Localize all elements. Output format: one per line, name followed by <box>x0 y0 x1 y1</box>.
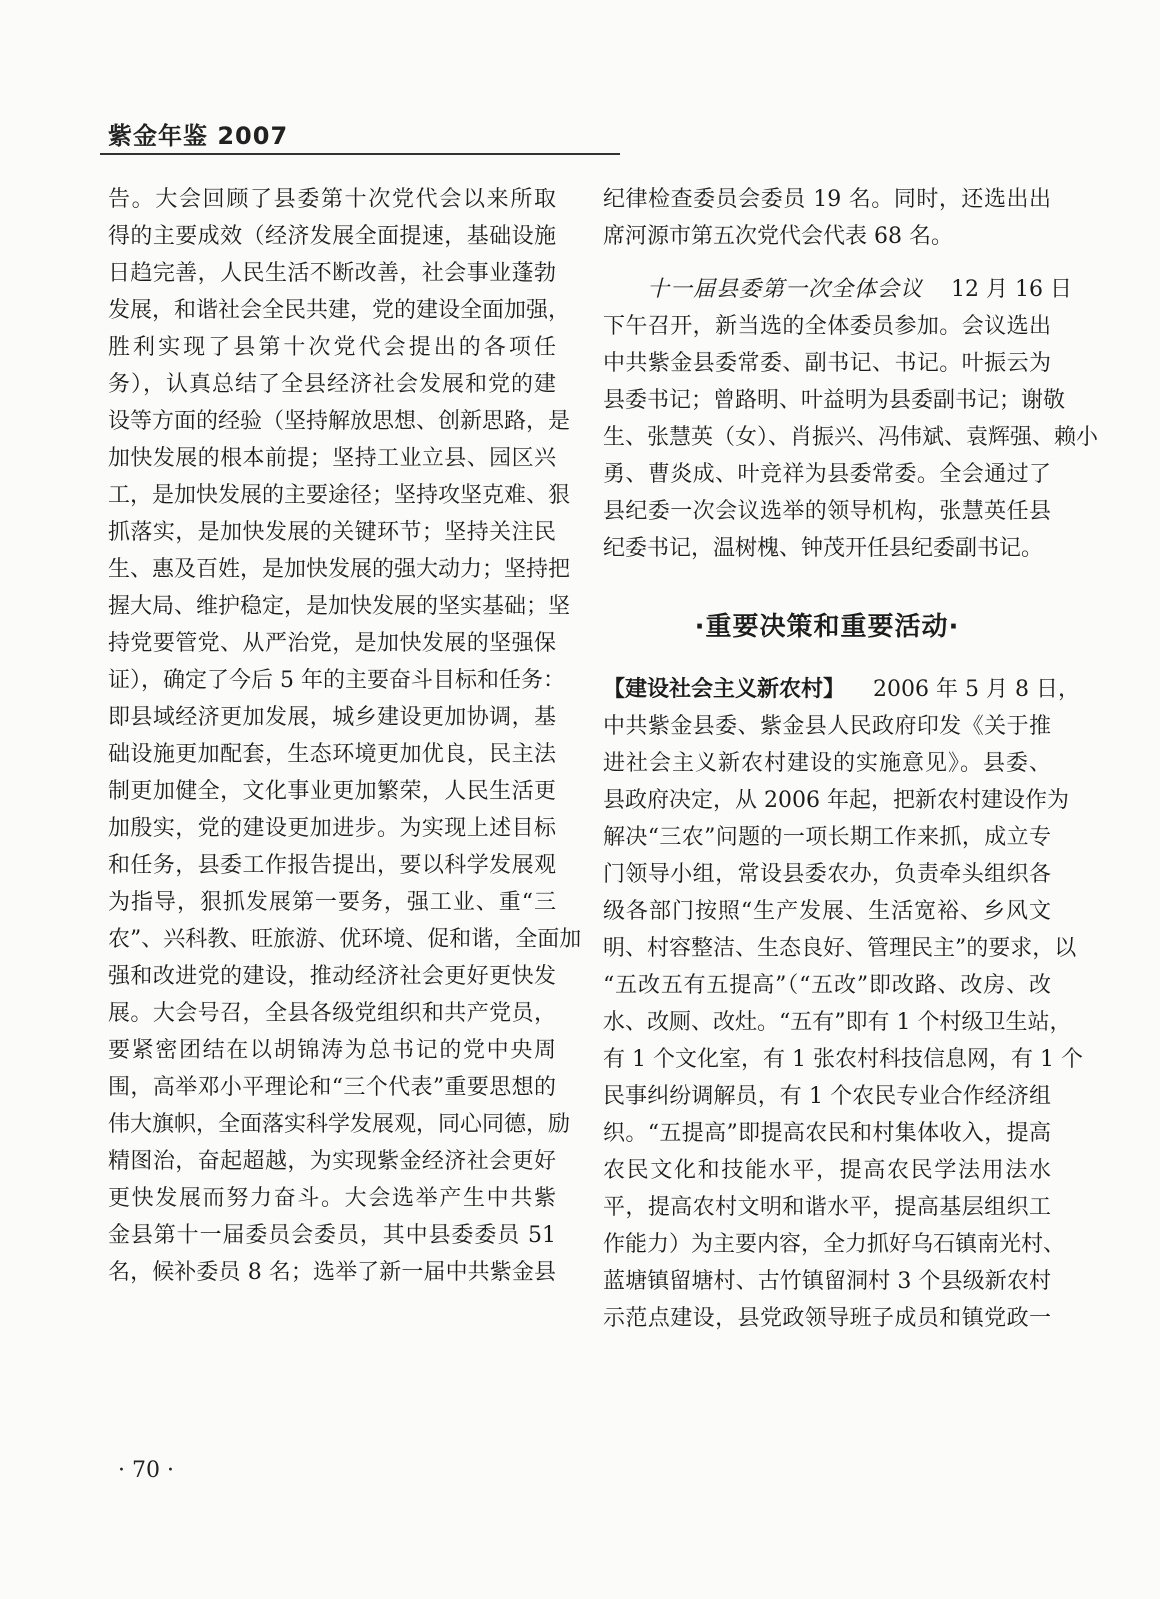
para-first-plenary <box>603 271 1099 567</box>
text-line: 纪律检查委员会委员 19 名。同时，还选出出 <box>603 187 1051 212</box>
header-rule <box>100 153 620 155</box>
text-line: 县委书记；曾路明、叶益明为县委副书记；谢敬 <box>603 388 1066 413</box>
text-line: 抓落实，是加快发展的关键环节；坚持关注民 <box>108 520 556 545</box>
text-line: 更快发展而努力奋斗。大会选举产生中共紫 <box>108 1186 556 1211</box>
text-line: 告。大会回顾了县委第十次党代会以来所取 <box>108 187 556 212</box>
para-new-countryside <box>603 671 1083 1337</box>
text-line: 强和改进党的建设，推动经济社会更好更快发 <box>108 964 556 989</box>
text-line: 纪委书记，温树槐、钟茂开任县纪委副书记。 <box>603 536 1044 561</box>
text-line: 和任务，县委工作报告提出，要以科学发展观 <box>108 853 556 878</box>
text-line: 名，候补委员 8 名；选举了新一届中共紫金县 <box>108 1260 556 1285</box>
text-line: 握大局、维护稳定，是加快发展的坚实基础；坚 <box>108 594 571 619</box>
text-line: 生、惠及百姓，是加快发展的强大动力；坚持把 <box>108 557 571 582</box>
text-line: 础设施更加配套，生态环境更加优良，民主法 <box>108 742 556 767</box>
text-line <box>603 271 1072 308</box>
text-line: 农民文化和技能水平，提高农民学法用法水 <box>603 1158 1051 1183</box>
text-line: 展。大会号召，全县各级党组织和共产党员， <box>108 1001 556 1026</box>
text-line: 发展，和谐社会全民共建，党的建设全面加强， <box>108 298 571 323</box>
text-line: 级各部门按照“生产发展、生活宽裕、乡风文 <box>603 899 1051 924</box>
text-line: 加快发展的根本前提；坚持工业立县、园区兴 <box>108 446 556 471</box>
text-line: 作能力）为主要内容，全力抓好乌石镇南光村、 <box>603 1232 1066 1257</box>
text-line: 席河源市第五次党代会代表 68 名。 <box>603 224 953 249</box>
para-election-tail <box>603 181 1051 255</box>
text-line: “五改五有五提高”（“五改”即改路、改房、改 <box>603 973 1051 998</box>
text-line: 县政府决定，从 2006 年起，把新农村建设作为 <box>603 788 1069 813</box>
left-column <box>108 181 582 1291</box>
text-line: 明、村容整洁、生态良好、管理民主”的要求，以 <box>603 936 1077 961</box>
text-line: 农”、兴科教、旺旅游、优环境、促和谐，全面加 <box>108 927 582 952</box>
text-line: 设等方面的经验（坚持解放思想、创新思路，是 <box>108 409 571 434</box>
text-line: 中共紫金县委常委、副书记、书记。叶振云为 <box>603 351 1051 376</box>
text-line: 示范点建设，县党政领导班子成员和镇党政一 <box>603 1306 1051 1331</box>
text-line: 平，提高农村文明和谐水平，提高基层组织工 <box>603 1195 1051 1220</box>
text-line: 为指导，狠抓发展第一要务，强工业、重“三 <box>108 890 556 915</box>
text-line: 工，是加快发展的主要途径；坚持攻坚克难、狠 <box>108 483 571 508</box>
text-line: 进社会主义新农村建设的实施意见》。县委、 <box>603 751 1051 776</box>
text-line: 加殷实，党的建设更加进步。为实现上述目标 <box>108 816 556 841</box>
text-line: 解决“三农”问题的一项长期工作来抓，成立专 <box>603 825 1051 850</box>
text-line: 日趋完善，人民生活不断改善，社会事业蓬勃 <box>108 261 556 286</box>
text-line: 证），确定了今后 5 年的主要奋斗目标和任务： <box>108 668 565 693</box>
entry-date: 2006 年 5 月 8 日， <box>873 677 1080 702</box>
text-line: 务），认真总结了全县经济社会发展和党的建 <box>108 372 556 397</box>
plenary-title: 十一届县委第一次全体会议 <box>647 277 924 302</box>
text-line: 有 1 个文化室，有 1 张农村科技信息网，有 1 个 <box>603 1047 1083 1072</box>
text-line: 得的主要成效（经济发展全面提速，基础设施 <box>108 224 556 249</box>
text-line: 中共紫金县委、紫金县人民政府印发《关于推 <box>603 714 1051 739</box>
text-line: 精图治，奋起超越，为实现紫金经济社会更好 <box>108 1149 556 1174</box>
text-line: 即县域经济更加发展，城乡建设更加协调，基 <box>108 705 556 730</box>
plenary-date: 12 月 16 日 <box>951 277 1072 302</box>
text-line: 胜利实现了县第十次党代会提出的各项任 <box>108 335 556 360</box>
entry-title: 【建设社会主义新农村】 <box>603 677 846 702</box>
text-line: 蓝塘镇留塘村、古竹镇留洞村 3 个县级新农村 <box>603 1269 1051 1294</box>
text-line: 民事纠纷调解员，有 1 个农民专业合作经济组 <box>603 1084 1051 1109</box>
text-line: 门领导小组，常设县委农办，负责牵头组织各 <box>603 862 1051 887</box>
text-line: 下午召开，新当选的全体委员参加。会议选出 <box>603 314 1051 339</box>
text-line: 围，高举邓小平理论和“三个代表”重要思想的 <box>108 1075 556 1100</box>
text-line: 织。“五提高”即提高农民和村集体收入，提高 <box>603 1121 1051 1146</box>
right-column <box>603 181 1099 1337</box>
text-line: 金县第十一届委员会委员，其中县委委员 51 <box>108 1223 556 1248</box>
section-heading: ·重要决策和重要活动· <box>694 612 960 642</box>
text-line: 要紧密团结在以胡锦涛为总书记的党中央周 <box>108 1038 556 1063</box>
text-line: 生、张慧英（女）、肖振兴、冯伟斌、袁辉强、赖小 <box>603 425 1099 450</box>
text-line: 伟大旗帜，全面落实科学发展观，同心同德，励 <box>108 1112 571 1137</box>
running-title: 紫金年鉴 2007 <box>108 122 289 150</box>
text-line: 勇、曹炎成、叶竞祥为县委常委。全会通过了 <box>603 462 1051 487</box>
text-line: 县纪委一次会议选举的领导机构，张慧英任县 <box>603 499 1051 524</box>
text-line <box>603 671 1080 708</box>
text-line: 持党要管党、从严治党，是加快发展的坚强保 <box>108 631 556 656</box>
text-line: 制更加健全，文化事业更加繁荣，人民生活更 <box>108 779 556 804</box>
text-line: 水、改厕、改灶。“五有”即有 1 个村级卫生站， <box>603 1010 1072 1035</box>
page-number: · 70 · <box>118 1458 174 1483</box>
